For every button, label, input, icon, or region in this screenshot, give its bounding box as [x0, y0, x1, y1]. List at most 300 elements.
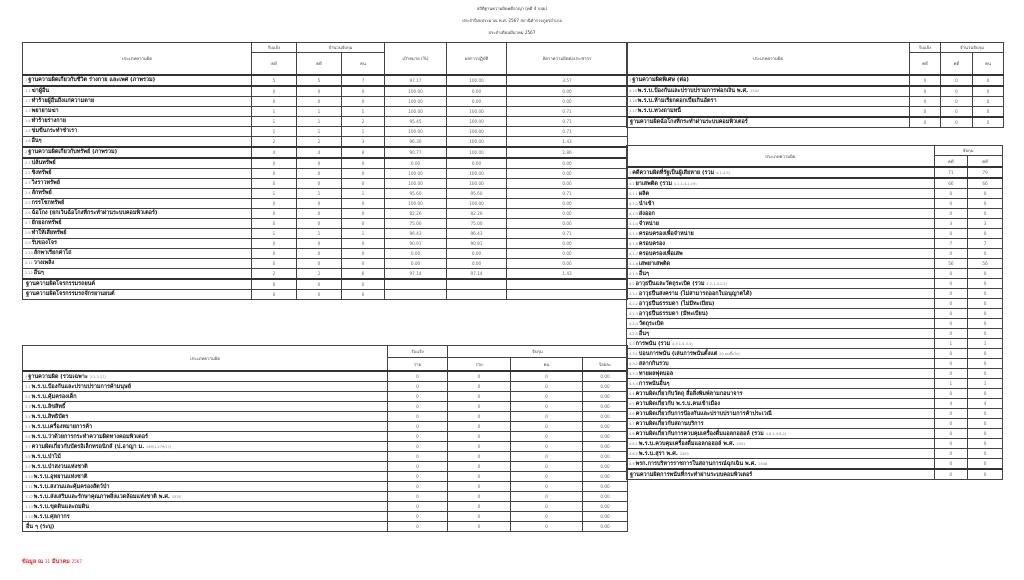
- empty-cell: [447, 279, 507, 290]
- table-row: [23, 86, 628, 97]
- row-code: 3.17: [629, 109, 637, 113]
- row-label-text: วัตถุระเบิด: [638, 320, 664, 327]
- row-label-text: พ.ร.บ.อุทยานแห่งชาติ: [33, 473, 88, 480]
- row-label-text: อาวุธปืนธรรมดา (ไม่มีทะเบียน): [638, 300, 715, 307]
- row-label-sub: 3.1-3.17): [89, 374, 106, 379]
- cell-value: 0: [934, 439, 968, 449]
- cell-value: 1.43: [507, 136, 628, 147]
- row-label-text: ความผิดเกี่ยวกับ พ.ร.บ.คนเข้าเมือง: [635, 400, 721, 407]
- table-row: [23, 289, 628, 299]
- row-label: [23, 462, 388, 472]
- row-label-text: พรก.การบริหารราชการในสถานการณ์ฉุกเฉิน พ.ศ.: [635, 460, 757, 467]
- col-type: ประเภทความผิด: [23, 346, 388, 372]
- table-row: [23, 492, 628, 502]
- row-label: [23, 126, 252, 136]
- report-period: ประจำเดือนมีนาคม 2567: [488, 30, 536, 35]
- cell-value: 0.00: [507, 258, 628, 268]
- row-label-text: พ.ร.บ.ป้องกันและปราบปรามการค้ามนุษย์: [31, 383, 131, 390]
- cell-value: 0: [968, 329, 1003, 339]
- table-row: [23, 502, 628, 512]
- cell-value: 1: [252, 188, 297, 198]
- row-label-text: ฐานความผิดโจรกรรมรถจักรยานยนต์: [26, 291, 115, 297]
- empty-cell: [507, 279, 628, 290]
- cell-value: 0: [934, 319, 968, 329]
- row-label-text: ฐานความผิดพิเศษ (ต่อ): [632, 77, 689, 83]
- row-label: [23, 422, 388, 432]
- table-row: [627, 319, 1003, 329]
- cell-value: 0: [342, 86, 385, 97]
- cell-value: 1: [968, 379, 1003, 389]
- row-code: 1.6: [25, 139, 31, 143]
- data-as-of: [22, 558, 82, 566]
- cell-value: 0: [448, 452, 511, 462]
- cell-value: 100.00: [447, 126, 507, 136]
- cell-value: 0.00: [583, 371, 628, 382]
- row-label-text: บ่อนการพนัน (เล่นการพนันตั้งแต่: [638, 350, 718, 357]
- cell-value: 0.00: [583, 472, 628, 482]
- col-type: ประเภทความผิด: [627, 43, 910, 75]
- row-code: 1: [25, 78, 28, 82]
- as-of-label: ข้อมูล ณ: [22, 559, 44, 565]
- cell-value: 0: [252, 258, 297, 268]
- row-label: [627, 86, 910, 97]
- cell-value: 2: [297, 268, 342, 279]
- cell-value: 0: [968, 279, 1003, 289]
- cell-value: 95.60: [385, 188, 447, 198]
- row-code: 4.8: [629, 431, 635, 436]
- cell-value: 0: [297, 86, 342, 97]
- row-label: [23, 116, 252, 126]
- cell-value: 0: [342, 168, 385, 178]
- cell-value: 3: [934, 219, 968, 229]
- cell-value: 100.00: [447, 198, 507, 208]
- col-case: คดี: [941, 53, 973, 75]
- table-row: [23, 422, 628, 432]
- cell-value: 0: [252, 198, 297, 208]
- row-label: [23, 392, 388, 402]
- cell-value: 75.00: [385, 218, 447, 228]
- row-label-text: พ.ร.บ.สิทธิบัตร: [31, 413, 69, 420]
- row-label-text: อื่นๆ: [638, 330, 649, 337]
- row-label: [23, 158, 252, 169]
- row-code: 4.3.2: [629, 361, 638, 366]
- cell-value: 0: [252, 248, 297, 258]
- row-code: 4.2: [629, 281, 635, 286]
- cell-value: 0: [968, 199, 1003, 209]
- cell-value: 0.00: [507, 178, 628, 188]
- cell-value: 0: [448, 432, 511, 442]
- cell-value: 0.00: [583, 482, 628, 492]
- cell-value: 1: [297, 116, 342, 126]
- row-label: [627, 199, 935, 209]
- row-label-text: ฐานความผิดเกี่ยวกับทรัพย์ (ภาพรวม): [28, 149, 118, 155]
- row-label-sub: 4.8.1-4.8.2): [765, 431, 787, 436]
- cell-value: 0: [252, 178, 297, 188]
- row-label-text: วิ่งราวทรัพย์: [31, 180, 60, 186]
- row-label: [627, 329, 935, 339]
- cell-value: 0: [388, 472, 448, 482]
- report-title: สถิติฐานความผิดคดีอาญา (คดี 4 กลุ่ม): [476, 6, 548, 11]
- cell-value: 0: [297, 158, 342, 169]
- table-row: [627, 469, 1003, 480]
- cell-value: 0: [252, 279, 297, 290]
- row-label: [627, 459, 935, 470]
- cell-value: 0: [448, 371, 511, 382]
- table-row: [627, 349, 1003, 359]
- table-row: [23, 188, 628, 198]
- row-label: [23, 75, 252, 86]
- cell-value: 0: [252, 168, 297, 178]
- row-code: 1.3: [25, 109, 31, 113]
- row-label-sub: 2542: [750, 89, 760, 93]
- col-count: ราย: [448, 358, 511, 371]
- col-report: รับแจ้ง: [910, 43, 941, 53]
- row-label: [627, 178, 935, 189]
- cell-value: 0: [252, 238, 297, 248]
- row-label: [23, 258, 252, 268]
- row-label-text: พ.ร.บ.ป้องกันและปราบปรามการฟอกเงิน พ.ศ.: [637, 88, 749, 94]
- cell-value: 0: [934, 349, 968, 359]
- cell-value: 0: [388, 522, 448, 532]
- cell-value: 97.17: [385, 75, 447, 86]
- col-case: คดี: [910, 53, 941, 75]
- row-label-text: ฉ้อโกง (ยกเว้นฉ้อโกงที่กระทำผ่านระบบคอมพิวเตอร์): [31, 210, 158, 216]
- cell-value: 4: [968, 399, 1003, 409]
- table-row: [627, 429, 1003, 439]
- cell-value: 0: [511, 522, 583, 532]
- row-label-text: ครอบครอง: [638, 240, 665, 247]
- cell-value: 56: [968, 259, 1003, 269]
- cell-value: 100.00: [447, 168, 507, 178]
- table-row: [627, 117, 1004, 128]
- cell-value: 0: [388, 442, 448, 452]
- row-code: 4.7: [629, 421, 635, 426]
- cell-value: 0: [297, 238, 342, 248]
- cell-value: 5: [252, 75, 297, 86]
- cell-value: 95.60: [447, 188, 507, 198]
- table-row: [23, 462, 628, 472]
- col-case: คดี: [934, 156, 968, 167]
- row-code: 1.5: [25, 129, 31, 133]
- cell-value: 0: [342, 218, 385, 228]
- cell-value: 0.00: [583, 492, 628, 502]
- row-label-text: ฐานความผิดโจรกรรมรถยนต์: [26, 281, 95, 287]
- row-label: [23, 178, 252, 188]
- row-label: [23, 472, 388, 482]
- cell-value: 0: [388, 392, 448, 402]
- row-label-text: ข่มขืนกระทำชำเรา: [31, 128, 78, 134]
- row-code: 3.9: [25, 464, 31, 469]
- row-code: 2.1: [25, 161, 31, 165]
- cell-value: 100.00: [385, 86, 447, 97]
- row-code: 4.8.2: [629, 451, 638, 456]
- cell-value: 0: [934, 409, 968, 419]
- cell-value: 1: [968, 339, 1003, 349]
- cell-value: 0: [968, 369, 1003, 379]
- table-row: [627, 239, 1003, 249]
- cell-value: 2: [342, 116, 385, 126]
- row-label-sub: 269/1-279/17): [146, 444, 172, 449]
- cell-value: 1: [297, 228, 342, 238]
- col-person: คน: [511, 358, 583, 371]
- cell-value: 0.00: [507, 238, 628, 248]
- cell-value: 0: [968, 289, 1003, 299]
- cell-value: 3: [968, 219, 1003, 229]
- cell-value: 97.14: [447, 268, 507, 279]
- row-code: 4.2.4: [629, 321, 638, 326]
- row-label-text: อาวุธปืนสงคราม (ไม่สามารถออกใบอนุญาตได้): [638, 290, 753, 297]
- cell-value: 1: [297, 106, 342, 116]
- row-code: 2.11: [25, 261, 33, 265]
- row-label-text: ชิงทรัพย์: [31, 170, 52, 176]
- cell-value: 0: [342, 178, 385, 188]
- table-row: [23, 96, 628, 106]
- row-code: 1.2: [25, 99, 31, 103]
- table-row: [627, 439, 1003, 449]
- row-label-text: ทายผลฟุตบอล: [638, 370, 674, 377]
- table-row: [23, 412, 628, 422]
- table-row: [23, 238, 628, 248]
- cell-value: 0.00: [583, 442, 628, 452]
- cell-value: 71: [934, 167, 968, 178]
- row-label-text: การพนัน (รวม: [635, 340, 671, 347]
- cell-value: 0: [511, 512, 583, 522]
- row-label: [627, 209, 935, 219]
- row-label: [627, 469, 935, 480]
- table-row: [23, 228, 628, 238]
- cell-value: 0: [297, 289, 342, 299]
- table-row: [23, 116, 628, 126]
- table-row: [627, 167, 1003, 178]
- table-row: [627, 96, 1004, 106]
- cell-value: 0: [934, 189, 968, 199]
- cell-value: 0: [934, 419, 968, 429]
- cell-value: 0: [934, 329, 968, 339]
- row-label: [627, 117, 910, 128]
- row-code: 4.1.8: [629, 261, 638, 266]
- cell-value: 0: [297, 208, 342, 218]
- empty-cell: [385, 289, 447, 299]
- cell-value: 0.71: [507, 116, 628, 126]
- table-row: [23, 158, 628, 169]
- cell-value: 0: [342, 248, 385, 258]
- row-code: 1.1: [25, 89, 31, 93]
- cell-value: 0: [448, 502, 511, 512]
- cell-value: 1: [342, 106, 385, 116]
- cell-value: 0: [934, 289, 968, 299]
- row-code: 4.2.1: [629, 291, 638, 296]
- row-label: [627, 259, 935, 269]
- cell-value: 96.43: [385, 228, 447, 238]
- row-label: [627, 299, 935, 309]
- cell-value: 7: [968, 239, 1003, 249]
- cell-value: 5: [297, 75, 342, 86]
- cell-value: 0.71: [507, 228, 628, 238]
- cell-value: 0.00: [447, 86, 507, 97]
- cell-value: 0: [968, 469, 1003, 480]
- table-row: [23, 136, 628, 147]
- cell-value: 0: [448, 492, 511, 502]
- table-row: [627, 309, 1003, 319]
- table-row: [627, 259, 1003, 269]
- row-code: 2.7: [25, 221, 31, 225]
- col-rate: อัตราความผิดต่อประชากร: [507, 43, 628, 75]
- row-label: [23, 147, 252, 158]
- cell-value: 0: [973, 117, 1004, 128]
- cell-value: 0.00: [507, 208, 628, 218]
- row-label: [627, 229, 935, 239]
- cell-value: 82.26: [447, 208, 507, 218]
- row-label-text: อื่นๆ: [638, 270, 649, 277]
- cell-value: 4: [252, 147, 297, 158]
- cell-value: 6: [342, 268, 385, 279]
- cell-value: 0: [448, 402, 511, 412]
- row-label-text: รับของโจร: [31, 240, 57, 246]
- table-row: [627, 379, 1003, 389]
- cell-value: 7: [934, 239, 968, 249]
- cell-value: 0: [388, 512, 448, 522]
- cell-value: 0: [388, 502, 448, 512]
- cell-value: 95.45: [385, 116, 447, 126]
- cell-value: 66: [934, 178, 968, 189]
- col-type: ประเภทความผิด: [627, 146, 935, 168]
- cell-value: 0.71: [507, 188, 628, 198]
- cell-value: 0: [388, 452, 448, 462]
- row-code: 3.14: [25, 514, 33, 519]
- row-label-text: ฐานความผิด (รวมเฉพาะ: [28, 373, 88, 380]
- row-code: 4.1.4: [629, 221, 638, 226]
- cell-value: 75.00: [447, 218, 507, 228]
- row-label: [627, 359, 935, 369]
- cell-value: 0.00: [583, 422, 628, 432]
- empty-cell: [447, 289, 507, 299]
- table-groups-1-2: [22, 42, 628, 300]
- cell-value: 0: [448, 472, 511, 482]
- cell-value: 0: [511, 382, 583, 392]
- cell-value: 0: [448, 392, 511, 402]
- table-row: [23, 75, 628, 86]
- row-label: [23, 442, 388, 452]
- row-code: 4.1.5: [629, 231, 638, 236]
- row-label-text: พ.ร.บ.ศุลกากร: [33, 513, 70, 520]
- table-row: [23, 512, 628, 522]
- table-row: [627, 178, 1003, 189]
- cell-value: 7: [342, 75, 385, 86]
- row-label-text: ครอบครองเพื่อเสพ: [638, 250, 683, 257]
- row-code: 2.2: [25, 171, 31, 175]
- cell-value: 0: [511, 462, 583, 472]
- row-label-text: อาวุธปืนและวัตถุระเบิด (รวม: [635, 280, 705, 287]
- cell-value: 0.00: [583, 382, 628, 392]
- cell-value: 66: [968, 178, 1003, 189]
- row-label-sub: 4.3.1-4.3.4): [672, 341, 693, 346]
- cell-value: 0: [968, 229, 1003, 239]
- cell-value: 0: [342, 238, 385, 248]
- row-label: [627, 106, 910, 117]
- cell-value: 1: [252, 106, 297, 116]
- cell-value: 0: [934, 369, 968, 379]
- table-row: [627, 249, 1003, 259]
- cell-value: 0: [973, 75, 1004, 86]
- table-row: [627, 409, 1003, 419]
- cell-value: 0: [342, 258, 385, 268]
- cell-value: 0: [934, 249, 968, 259]
- table-row: [627, 229, 1003, 239]
- cell-value: 0: [252, 158, 297, 169]
- cell-value: 0.00: [385, 248, 447, 258]
- cell-value: 0: [448, 522, 511, 532]
- col-arrest: จับกุม: [448, 346, 628, 358]
- cell-value: 4: [297, 147, 342, 158]
- cell-value: 0: [252, 96, 297, 106]
- row-label-text: เสพยาเสพติด: [638, 260, 671, 267]
- cell-value: 0: [968, 409, 1003, 419]
- cell-value: 0: [941, 96, 973, 106]
- row-code: 3.11: [25, 484, 33, 489]
- cell-value: 0: [934, 449, 968, 459]
- table-row: [23, 522, 628, 532]
- cell-value: 0: [934, 429, 968, 439]
- cell-value: 0: [342, 158, 385, 169]
- table-row: [23, 218, 628, 228]
- cell-value: 0: [388, 412, 448, 422]
- table-row: [23, 178, 628, 188]
- cell-value: 0: [252, 86, 297, 97]
- row-label-text: ลักทรัพย์: [31, 190, 52, 196]
- cell-value: 0: [388, 402, 448, 412]
- row-label: [627, 369, 935, 379]
- cell-value: 100.00: [385, 178, 447, 188]
- cell-value: 0: [448, 412, 511, 422]
- cell-value: 0: [342, 96, 385, 106]
- row-code: 2.8: [25, 231, 31, 235]
- row-label: [23, 268, 252, 279]
- row-label-text: พ.ร.บ.สุรา พ.ศ.: [638, 450, 678, 457]
- col-count: ราย: [388, 358, 448, 371]
- col-person: คน: [342, 53, 385, 75]
- row-label: [627, 419, 935, 429]
- row-code: 3.7: [25, 444, 31, 449]
- table-row: [23, 268, 628, 279]
- cell-value: 1: [342, 228, 385, 238]
- cell-value: 0: [388, 371, 448, 382]
- row-label: [23, 482, 388, 492]
- row-label: [627, 339, 935, 349]
- cell-value: 100.00: [447, 136, 507, 147]
- row-code: 3.1: [25, 384, 31, 389]
- cell-value: 0: [297, 279, 342, 290]
- row-label-text: พ.ร.บ.ขุดดินและถมดิน: [33, 503, 89, 510]
- cell-value: 90.91: [447, 238, 507, 248]
- cell-value: 100.00: [385, 106, 447, 116]
- row-label-text: ลักพาเรียกค่าไถ่: [33, 250, 72, 256]
- row-label: [627, 389, 935, 399]
- cell-value: 0: [511, 442, 583, 452]
- row-code: 4.2.3: [629, 311, 638, 316]
- cell-value: 79: [968, 167, 1003, 178]
- table-row: [627, 86, 1004, 97]
- cell-value: 0: [342, 198, 385, 208]
- cell-value: 0: [973, 86, 1004, 97]
- row-label-text: พ.ร.บ.ควบคุมเครื่องดื่มแอลกอฮอล์ พ.ศ.: [638, 440, 735, 447]
- row-label-text: พ.ร.บ.ป่าไม้: [31, 453, 61, 460]
- cell-value: 97.14: [385, 268, 447, 279]
- cell-value: 0.00: [507, 198, 628, 208]
- row-code: 2.3: [25, 181, 31, 185]
- row-code: 2.6: [25, 211, 31, 215]
- row-label-text: ทำให้เสียทรัพย์: [31, 230, 67, 236]
- row-label: [23, 522, 388, 532]
